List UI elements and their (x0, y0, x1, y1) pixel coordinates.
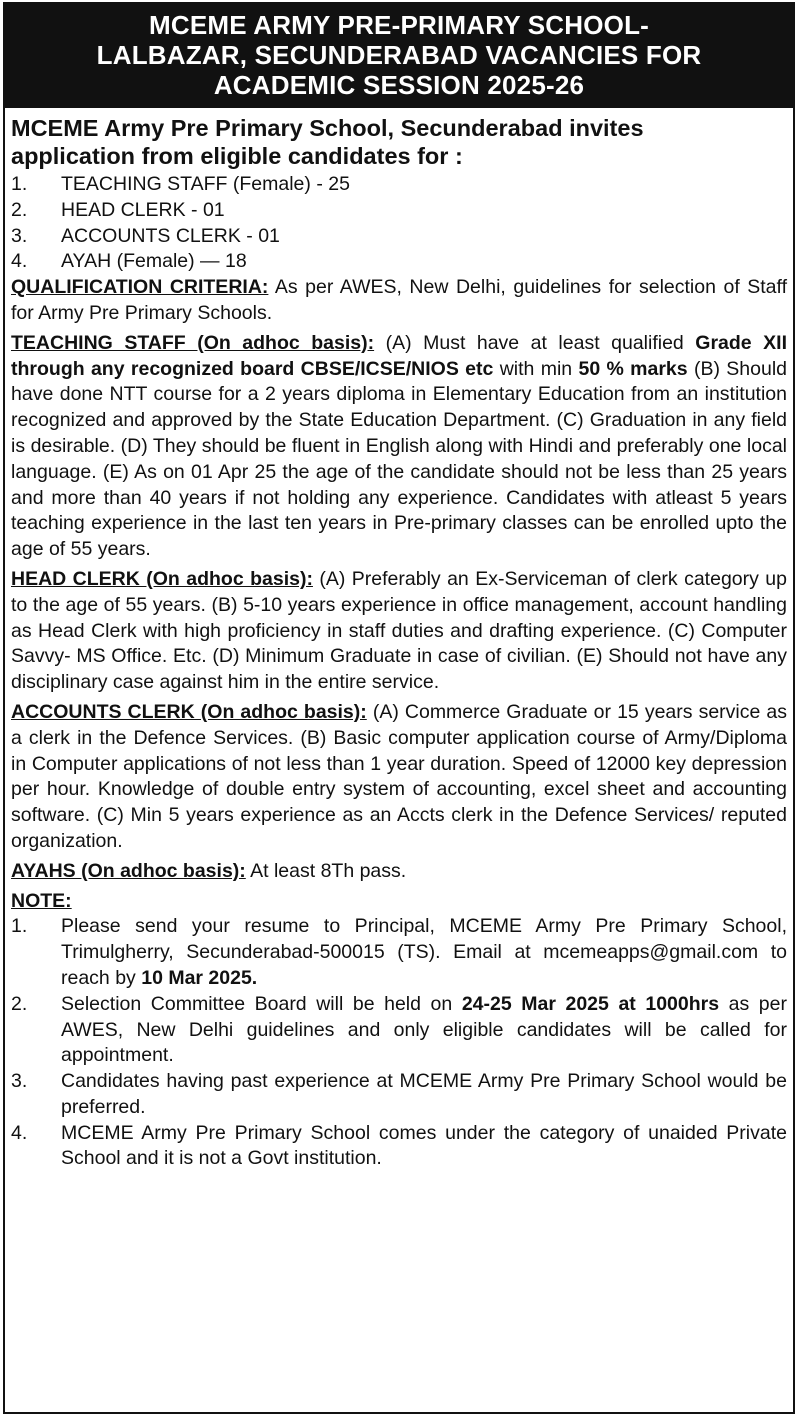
vacancy-list (11, 172, 787, 275)
teaching-staff-paragraph (11, 331, 787, 563)
note-text (61, 914, 787, 991)
section-heading: HEAD CLERK (On adhoc basis): (11, 567, 313, 590)
note-text (61, 992, 787, 1069)
paragraph-text: as per AWES, New Delhi guidelines and only eligible candidates will be called for appointment. (61, 992, 787, 1067)
list-number: 2. (11, 992, 28, 1015)
paragraph-text: (A) Commerce Graduate or 15 years service as a clerk in the Defence Services. (B) Basic computer application course of Army/Diploma in Computer applications of not less than 1 year duration. Speed of 12000 key depression per hour. Knowledge of double entry system of accounting, excel sheet and accounting software. (C) Min 5 years experience as an Accts clerk in the Defence Services/ reputed organization. (11, 700, 787, 852)
list-number: 2. (11, 198, 28, 221)
qualification-paragraph (11, 275, 787, 327)
list-number: 4. (11, 1121, 28, 1144)
intro-line: MCEME Army Pre Primary School, Secunderabad invites (11, 115, 644, 141)
ad-body (5, 114, 793, 1172)
list-item (11, 198, 787, 224)
list-item (11, 914, 787, 991)
list-item (11, 1121, 787, 1173)
note-text (61, 1069, 787, 1121)
list-number: 3. (11, 1070, 28, 1093)
list-number: 1. (11, 915, 28, 938)
vacancy-text: ACCOUNTS CLERK - 01 (61, 224, 280, 247)
list-item (11, 1069, 787, 1121)
section-heading: AYAHS (On adhoc basis): (11, 859, 246, 882)
list-number: 3. (11, 224, 28, 247)
section-heading: TEACHING STAFF (On adhoc basis): (11, 331, 375, 354)
list-item (11, 249, 787, 275)
note-text (61, 1121, 787, 1173)
section-heading: QUALIFICATION CRITERIA: (11, 276, 269, 299)
list-item (11, 172, 787, 198)
title-banner (5, 4, 793, 108)
paragraph-text: (A) Preferably an Ex-Serviceman of clerk category up to the age of 55 years. (B) 5-10 years experience in office management, account handling as Head Clerk with high proficiency in staff duties and drafting experience. (C) Computer Savvy- MS Office. Etc. (D) Minimum Graduate in case of civilian. (E) Should not have any disciplinary case against him in the entire service. (11, 567, 787, 694)
section-heading: ACCOUNTS CLERK (On adhoc basis): (11, 700, 367, 723)
bold-text: 24-25 Mar 2025 at 1000hrs (461, 992, 720, 1015)
intro-text (11, 114, 787, 170)
paragraph-text: Please send your resume to Principal, MCEME Army Pre Primary School, Trimulgherry, Secunderabad-500015 (TS). Email at mcemeapps@gmail.com to reach by (61, 915, 787, 989)
paragraph-text: (B) Should have done NTT course for a 2 years diploma in Elementary Education from an institution recognized and approved by the State Education Department. (C) Graduation in any field is desirable. (D) They should be fluent in English along with Hindi and preferably one local language. (E) As on 01 Apr 25 the age of the candidate should not be less than 25 years and more than 40 years if not holding any experience. Candidates with atleast 5 years teaching experience in the last ten years in Pre-primary classes can be enrolled upto the age of 55 years. (11, 357, 787, 561)
paragraph-text: At least 8Th pass. (245, 859, 407, 882)
paragraph-text: As per AWES, New Delhi, guidelines for selection of Staff for Army Pre Primary Schools. (11, 276, 788, 324)
intro-line: application from eligible candidates for : (11, 143, 463, 169)
paragraph-text: (A) Must have at least qualified (374, 331, 696, 354)
list-item (11, 992, 787, 1069)
bold-text: 50 % marks (578, 357, 688, 380)
bold-text: Grade XII through any recognized board CBSE/ICSE/NIOS etc (11, 331, 787, 380)
advertisement (3, 2, 795, 1414)
bold-text: 10 Mar 2025. (141, 966, 258, 989)
list-number: 1. (11, 173, 28, 195)
ayahs-paragraph (11, 859, 787, 885)
title-line: ACADEMIC SESSION 2025-26 (213, 70, 585, 100)
list-number: 4. (11, 250, 28, 273)
vacancy-text: AYAH (Female) — 18 (61, 250, 247, 273)
note-list (11, 914, 787, 1172)
paragraph-text: Selection Committee Board will be held on (61, 992, 462, 1015)
list-item (11, 224, 787, 250)
head-clerk-paragraph (11, 567, 787, 696)
note-heading: NOTE: (11, 889, 72, 912)
paragraph-text: with min (493, 357, 579, 380)
paragraph-text: MCEME Army Pre Primary School comes under the category of unaided Private School and it is not a Govt institution. (61, 1121, 787, 1170)
vacancy-text: TEACHING STAFF (Female) - 25 (61, 173, 350, 195)
paragraph-text: Candidates having past experience at MCEME Army Pre Primary School would be preferred. (61, 1070, 787, 1118)
title-line: MCEME ARMY PRE-PRIMARY SCHOOL- (148, 10, 650, 40)
vacancy-text: HEAD CLERK - 01 (61, 198, 225, 221)
title-line: LALBAZAR, SECUNDERABAD VACANCIES FOR (96, 40, 702, 70)
accounts-clerk-paragraph (11, 700, 787, 855)
